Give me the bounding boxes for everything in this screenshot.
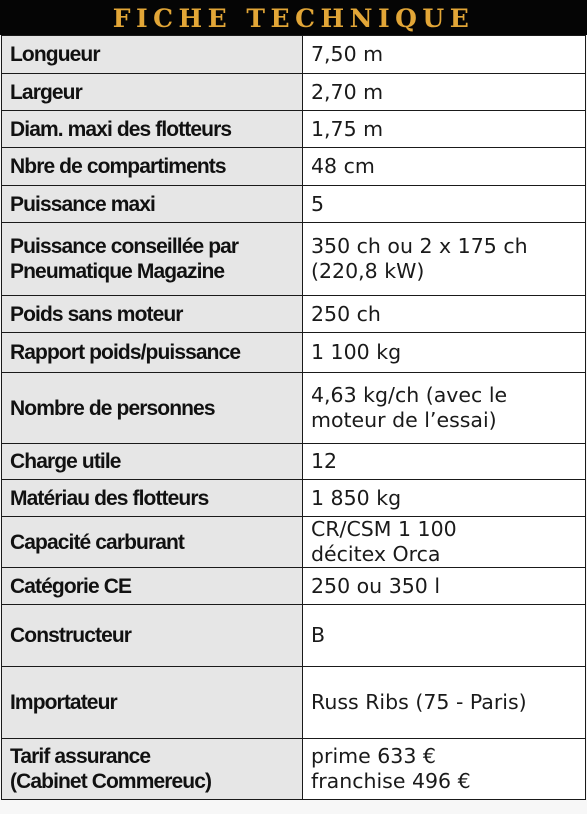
spec-label-text: Longueur bbox=[10, 43, 100, 66]
spec-value-text: Russ Ribs (75 - Paris) bbox=[311, 690, 527, 714]
spec-row bbox=[2, 296, 586, 333]
spec-label bbox=[2, 739, 303, 800]
spec-row bbox=[2, 223, 586, 296]
spec-row bbox=[2, 667, 586, 739]
sheet-title: FICHE TECHNIQUE bbox=[0, 0, 587, 35]
spec-value-text: prime 633 € franchise 496 € bbox=[311, 744, 471, 793]
spec-value bbox=[303, 223, 586, 296]
spec-label-text: Poids sans moteur bbox=[10, 302, 183, 326]
spec-value bbox=[303, 36, 586, 74]
spec-value-text: B bbox=[311, 623, 326, 647]
spec-row bbox=[2, 444, 586, 480]
spec-value-text: 350 ch ou 2 x 175 ch (220,8 kW) bbox=[311, 234, 528, 283]
spec-row bbox=[2, 605, 586, 667]
spec-label-text: Puissance maxi bbox=[10, 192, 155, 216]
spec-label-text: Nombre de personnes bbox=[10, 396, 215, 420]
spec-label bbox=[2, 444, 303, 480]
spec-label-text: Importateur bbox=[10, 691, 117, 714]
spec-value-text: 12 bbox=[311, 449, 338, 473]
spec-label bbox=[2, 333, 303, 373]
spec-label bbox=[2, 667, 303, 739]
spec-label bbox=[2, 74, 303, 111]
spec-label bbox=[2, 605, 303, 667]
spec-row bbox=[2, 74, 586, 111]
spec-label bbox=[2, 568, 303, 605]
spec-row bbox=[2, 333, 586, 373]
spec-table bbox=[1, 35, 586, 800]
spec-value-text: 1 100 kg bbox=[311, 340, 402, 364]
spec-label bbox=[2, 517, 303, 568]
spec-value bbox=[303, 605, 586, 667]
spec-label bbox=[2, 373, 303, 444]
spec-value bbox=[303, 480, 586, 517]
spec-label-text: Diam. maxi des flotteurs bbox=[10, 117, 232, 141]
spec-value bbox=[303, 373, 586, 444]
spec-label bbox=[2, 36, 303, 74]
spec-value-text: 4,63 kg/ch (avec le moteur de l’essai) bbox=[311, 383, 508, 432]
spec-value-text: CR/CSM 1 100 décitex Orca bbox=[311, 517, 457, 566]
spec-value bbox=[303, 739, 586, 800]
spec-label-text: Tarif assurance (Cabinet Commereuc) bbox=[10, 745, 212, 793]
spec-value-text: 1,75 m bbox=[311, 116, 384, 141]
spec-row bbox=[2, 568, 586, 605]
spec-label-text: Nbre de compartiments bbox=[10, 155, 226, 178]
spec-value-text: 5 bbox=[311, 191, 325, 216]
spec-row bbox=[2, 36, 586, 74]
spec-row bbox=[2, 480, 586, 517]
spec-label-text: Charge utile bbox=[10, 450, 121, 473]
spec-value bbox=[303, 111, 586, 148]
spec-label-text: Puissance conseillée par Pneumatique Magazine bbox=[10, 235, 239, 283]
spec-row bbox=[2, 517, 586, 568]
spec-row bbox=[2, 186, 586, 223]
spec-label bbox=[2, 111, 303, 148]
spec-value-text: 2,70 m bbox=[311, 79, 384, 104]
spec-row bbox=[2, 111, 586, 148]
spec-row bbox=[2, 148, 586, 186]
spec-value bbox=[303, 74, 586, 111]
spec-value bbox=[303, 186, 586, 223]
spec-label bbox=[2, 223, 303, 296]
spec-value bbox=[303, 517, 586, 568]
spec-label-text: Constructeur bbox=[10, 624, 132, 647]
spec-value bbox=[303, 667, 586, 739]
spec-label bbox=[2, 148, 303, 186]
spec-label bbox=[2, 186, 303, 223]
spec-value bbox=[303, 568, 586, 605]
spec-label-text: Catégorie CE bbox=[10, 574, 132, 598]
spec-label-text: Largeur bbox=[10, 80, 82, 104]
spec-value bbox=[303, 148, 586, 186]
spec-value bbox=[303, 333, 586, 373]
spec-value-text: 250 ch bbox=[311, 301, 381, 326]
spec-value-text: 250 ou 350 l bbox=[311, 573, 441, 598]
spec-value bbox=[303, 296, 586, 333]
spec-value-text: 7,50 m bbox=[311, 42, 384, 66]
spec-row bbox=[2, 739, 586, 800]
spec-label-text: Rapport poids/puissance bbox=[10, 341, 241, 364]
spec-label bbox=[2, 296, 303, 333]
spec-value bbox=[303, 444, 586, 480]
spec-value-text: 48 cm bbox=[311, 154, 375, 178]
spec-label-text: Capacité carburant bbox=[10, 530, 185, 554]
spec-value-text: 1 850 kg bbox=[311, 485, 402, 510]
spec-row bbox=[2, 373, 586, 444]
spec-label-text: Matériau des flotteurs bbox=[10, 486, 209, 510]
spec-label bbox=[2, 480, 303, 517]
